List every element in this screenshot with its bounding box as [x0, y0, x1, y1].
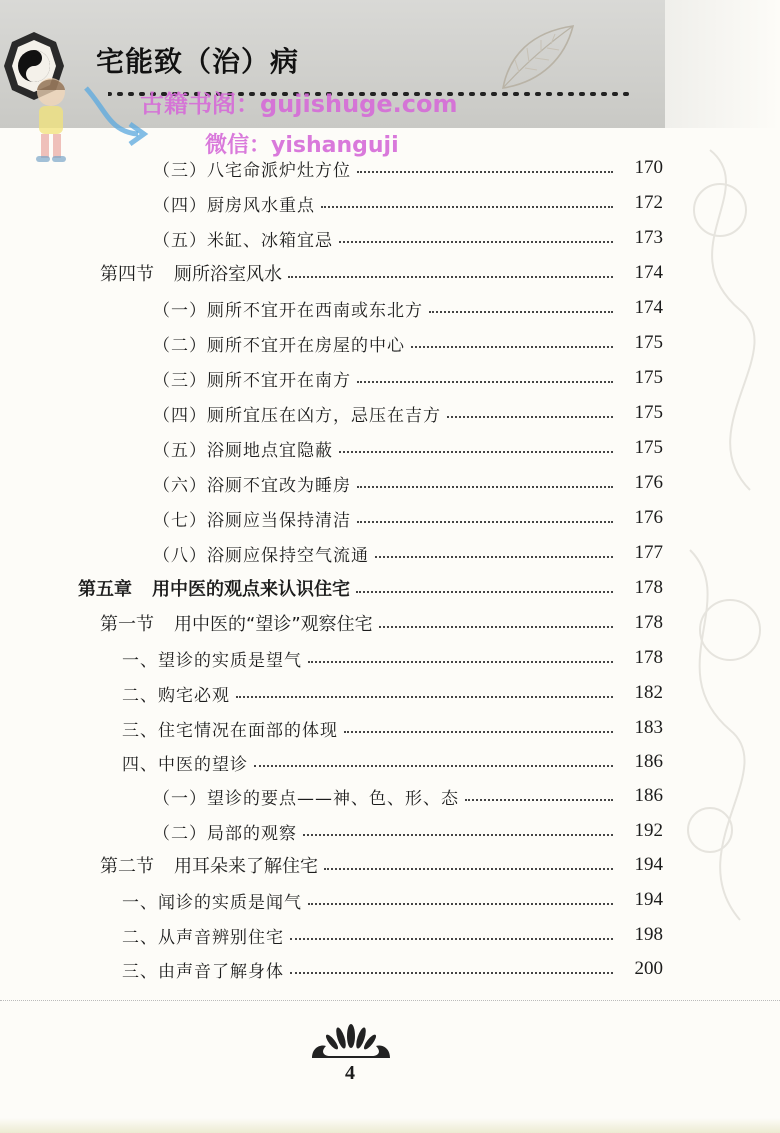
toc-entry[interactable] [0, 188, 780, 218]
toc-page-number: 194 [634, 854, 663, 875]
toc-leader [324, 868, 613, 870]
toc-page-number: 192 [634, 820, 663, 841]
toc-entry[interactable] [0, 223, 780, 253]
toc-leader [465, 799, 613, 801]
toc-entry-title: （二）厕所不宜开在房屋的中心 [153, 335, 405, 356]
toc-section-entry[interactable] [0, 608, 780, 638]
toc-entry[interactable] [0, 713, 780, 743]
toc-page-number: 175 [634, 367, 663, 388]
toc-page-number: 170 [634, 157, 663, 178]
toc-entry-title: （一）厕所不宜开在西南或东北方 [153, 300, 423, 321]
toc-page-number: 198 [634, 924, 663, 945]
toc-page-number: 178 [634, 612, 663, 633]
toc-entry[interactable] [0, 293, 780, 323]
toc-section-entry[interactable] [0, 850, 780, 880]
toc-section-title: 厕所浴室风水 [174, 264, 282, 285]
toc-leader [254, 765, 613, 767]
toc-page-number: 176 [634, 472, 663, 493]
toc-page-number: 175 [634, 332, 663, 353]
toc-entry[interactable] [0, 538, 780, 568]
toc-entry-title: 三、由声音了解身体 [122, 961, 284, 982]
toc-leader [411, 346, 613, 348]
toc-section-title: 用中医的“望诊”观察住宅 [174, 614, 373, 635]
toc-entry[interactable] [0, 643, 780, 673]
toc-leader [303, 834, 613, 836]
toc-section-number: 第二节 [100, 856, 154, 877]
toc-page-number: 173 [634, 227, 663, 248]
toc-entry[interactable] [0, 781, 780, 811]
toc-leader [379, 626, 613, 628]
toc-entry-title: （四）厕所宜压在凶方，忌压在吉方 [153, 405, 441, 426]
watermark-wechat: 微信：yishanguji [205, 133, 399, 158]
toc-page-number: 177 [634, 542, 663, 563]
toc-page-number: 176 [634, 507, 663, 528]
toc-entry-title: （六）浴厕不宜改为睡房 [153, 475, 351, 496]
toc-entry-title: （五）米缸、冰箱宜忌 [153, 230, 333, 251]
toc-entry-title: （二）局部的观察 [153, 823, 297, 844]
toc-entry-title: 二、购宅必观 [122, 685, 230, 706]
toc-leader [290, 972, 613, 974]
toc-page-number: 175 [634, 437, 663, 458]
toc-entry-title: 二、从声音辨别住宅 [122, 927, 284, 948]
toc-entry[interactable] [0, 747, 780, 777]
bottom-dotted-divider [0, 1000, 780, 1002]
toc-page-number: 175 [634, 402, 663, 423]
leaf-decoration-icon [495, 22, 577, 94]
toc-leader [429, 311, 613, 313]
book-title: 宅能致（治）病 [96, 45, 300, 78]
toc-section-number: 第四节 [100, 264, 154, 285]
toc-leader [357, 381, 613, 383]
page-number: 4 [345, 1062, 355, 1084]
page-bottom-edge [0, 1118, 780, 1133]
toc-entry-title: （七）浴厕应当保持清洁 [153, 510, 351, 531]
toc-entry[interactable] [0, 468, 780, 498]
toc-entry[interactable] [0, 398, 780, 428]
toc-leader [290, 938, 613, 940]
fan-ornament-icon [308, 1022, 394, 1062]
toc-leader [356, 591, 613, 593]
toc-page-number: 200 [634, 958, 663, 979]
toc-page-number: 186 [634, 785, 663, 806]
toc-leader [375, 556, 613, 558]
toc-page-number: 172 [634, 192, 663, 213]
toc-section-entry[interactable] [0, 258, 780, 288]
toc-chapter-number: 第五章 [78, 579, 132, 600]
toc-entry-title: （三）八宅命派炉灶方位 [153, 160, 351, 181]
toc-entry[interactable] [0, 954, 780, 984]
toc-leader [321, 206, 613, 208]
toc-leader [308, 661, 613, 663]
toc-entry[interactable] [0, 678, 780, 708]
toc-entry[interactable] [0, 503, 780, 533]
toc-section-number: 第一节 [100, 614, 154, 635]
toc-page-number: 194 [634, 889, 663, 910]
toc-leader [308, 903, 613, 905]
toc-page-number: 174 [634, 297, 663, 318]
toc-page-number: 178 [634, 577, 663, 598]
toc-leader [339, 451, 613, 453]
toc-entry-title: （四）厨房风水重点 [153, 195, 315, 216]
toc-page-number: 178 [634, 647, 663, 668]
toc-entry[interactable] [0, 153, 780, 183]
toc-entry-title: （三）厕所不宜开在南方 [153, 370, 351, 391]
toc-entry[interactable] [0, 328, 780, 358]
toc-page-number: 186 [634, 751, 663, 772]
toc-section-title: 用耳朵来了解住宅 [174, 856, 318, 877]
toc-entry[interactable] [0, 816, 780, 846]
header-fade [665, 0, 780, 128]
toc-leader [236, 696, 613, 698]
toc-entry-title: 三、住宅情况在面部的体现 [122, 720, 338, 741]
toc-entry-title: 一、闻诊的实质是闻气 [122, 892, 302, 913]
toc-entry[interactable] [0, 433, 780, 463]
toc-leader [357, 486, 613, 488]
toc-page-number: 182 [634, 682, 663, 703]
toc-leader [288, 276, 613, 278]
toc-entry-title: 一、望诊的实质是望气 [122, 650, 302, 671]
toc-entry-title: （五）浴厕地点宜隐蔽 [153, 440, 333, 461]
toc-entry-title: （一）望诊的要点——神、色、形、态 [153, 788, 459, 809]
toc-chapter-title: 用中医的观点来认识住宅 [152, 579, 350, 600]
toc-leader [447, 416, 613, 418]
toc-page-number: 174 [634, 262, 663, 283]
toc-leader [357, 171, 613, 173]
toc-entry[interactable] [0, 920, 780, 950]
toc-chapter-entry[interactable] [0, 573, 780, 603]
toc-entry[interactable] [0, 885, 780, 915]
toc-leader [339, 241, 613, 243]
toc-page-number: 183 [634, 717, 663, 738]
toc-entry-title: （八）浴厕应保持空气流通 [153, 545, 369, 566]
toc-entry-title: 四、中医的望诊 [122, 754, 248, 775]
toc-leader [357, 521, 613, 523]
toc-entry[interactable] [0, 363, 780, 393]
watermark-site: 古籍书阁：gujishuge.com [140, 90, 458, 118]
toc-leader [344, 731, 613, 733]
